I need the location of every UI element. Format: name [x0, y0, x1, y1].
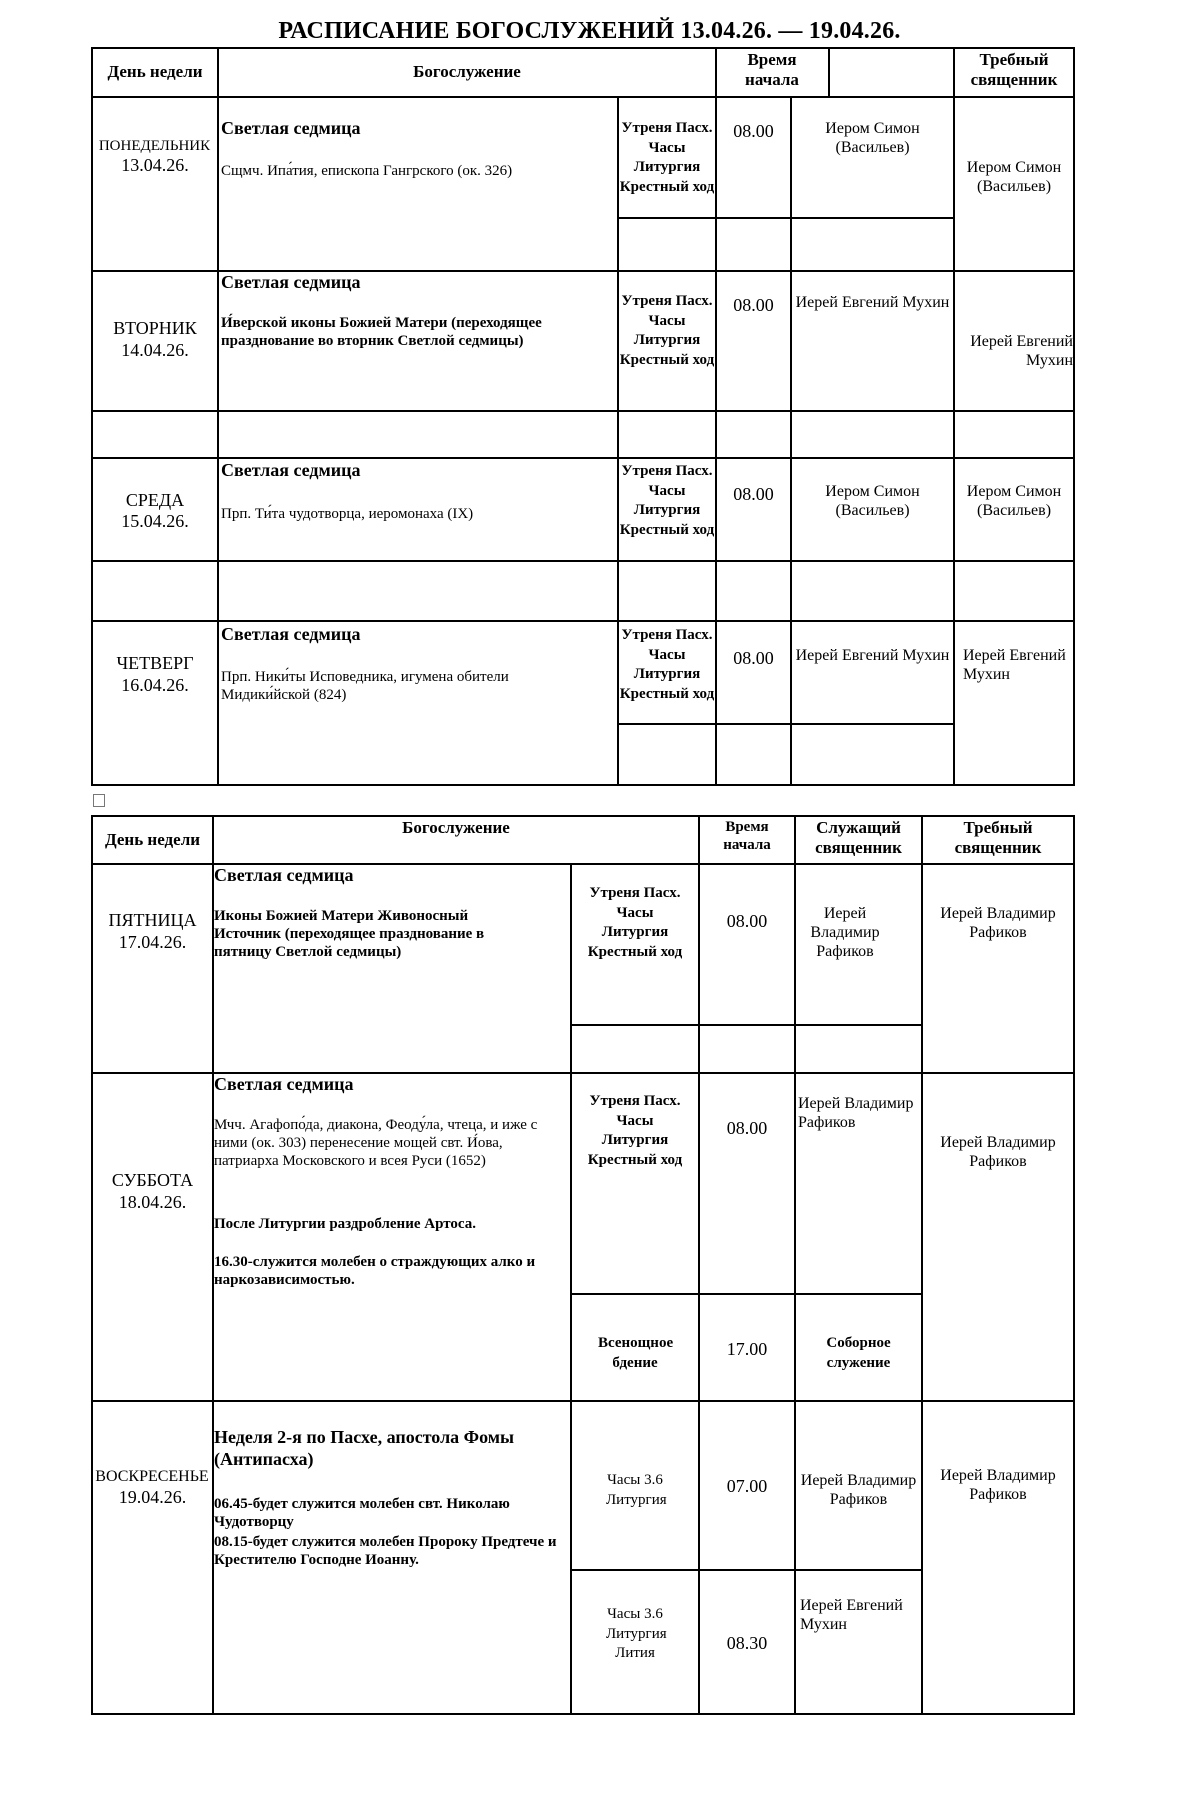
- header-trebny: Требный священник: [954, 818, 1042, 858]
- service-note: 06.45-будет служится молебен свт. Николаю Чудотворцу: [214, 1496, 510, 1530]
- day-name: ЧЕТВЕРГ: [116, 653, 194, 673]
- day-date: 16.04.26.: [121, 675, 189, 695]
- start-time: 08.00: [733, 648, 774, 668]
- start-time: 08.00: [733, 121, 774, 141]
- header-day: День недели: [107, 62, 203, 81]
- day-name: СРЕДА: [125, 490, 185, 510]
- header-service: Богослужение: [413, 62, 521, 81]
- service-heading: Светлая седмица: [221, 118, 361, 138]
- start-time: 08.00: [726, 1118, 768, 1138]
- day-name: ПЯТНИЦА: [108, 910, 197, 930]
- serving-priest: Иерей Владимир Рафиков: [798, 1095, 914, 1132]
- service-desc: Прп. Ники́ты Исповедника, игумена обители Мидики́йской (824): [221, 669, 509, 703]
- start-time: 08.00: [726, 911, 768, 931]
- trebny-priest: Иером Симон (Васильев): [966, 483, 1062, 520]
- trebny-priest: Иерей Евгений Мухин: [963, 647, 1066, 684]
- header-priest: Служащий священник: [815, 818, 902, 858]
- serving-priest: Иерей Евгений Мухин: [795, 294, 950, 311]
- service-heading: Светлая седмица: [214, 1074, 354, 1094]
- header-trebny: Требный священник: [970, 50, 1058, 90]
- start-time: 08.00: [733, 484, 774, 504]
- start-time: 07.00: [726, 1476, 768, 1496]
- header-service: Богослужение: [402, 818, 510, 837]
- service-heading: Светлая седмица: [214, 865, 354, 885]
- day-name: ПОНЕДЕЛЬНИК: [98, 138, 211, 154]
- serving-priest: Иерей Владимир Рафиков: [810, 905, 880, 961]
- service-list: Утреня Пасх. Часы Литургия Крестный ход: [619, 463, 715, 538]
- day-date: 18.04.26.: [118, 1192, 187, 1212]
- serving-priest: Иерей Владимир Рафиков: [800, 1472, 917, 1509]
- day-date: 13.04.26.: [121, 155, 189, 175]
- service-list: Утреня Пасх. Часы Литургия Крестный ход: [619, 293, 715, 368]
- service-desc: Иконы Божией Матери Живоносный Источник (переходящее празднование в пятницу Светлой седмицы): [214, 908, 485, 960]
- service-heading: Светлая седмица: [221, 460, 361, 480]
- service-list: Утреня Пасх. Часы Литургия Крестный ход: [587, 885, 683, 960]
- day-name: ВОСКРЕСЕНЬЕ: [95, 1468, 209, 1485]
- service-list: Утреня Пасх. Часы Литургия Крестный ход: [619, 120, 715, 195]
- page-title: РАСПИСАНИЕ БОГОСЛУЖЕНИЙ 13.04.26. — 19.04.26.: [278, 18, 901, 44]
- trebny-priest: Иерей Владимир Рафиков: [940, 1467, 1056, 1504]
- service-note: После Литургии раздробление Артоса.: [214, 1216, 476, 1232]
- trebny-priest: Иерей Евгений Мухин: [970, 333, 1073, 370]
- service-list: Утреня Пасх. Часы Литургия Крестный ход: [587, 1093, 683, 1168]
- service-list-2: Часы 3.6 Литургия Лития: [606, 1606, 667, 1661]
- start-time-2: 08.30: [726, 1633, 768, 1653]
- header-time: Время начала: [723, 819, 771, 853]
- service-heading: Светлая седмица: [221, 624, 361, 644]
- service-note: 08.15-будет служится молебен Пророку Предтече и Крестителю Господне Иоанну.: [214, 1534, 557, 1568]
- service-desc: Прп. Ти́та чудотворца, иеромонаха (IX): [221, 506, 474, 522]
- serving-priest: Иером Симон (Васильев): [825, 120, 920, 157]
- serving-priest-2: Иерей Евгений Мухин: [800, 1597, 903, 1634]
- day-date: 19.04.26.: [118, 1487, 187, 1507]
- day-date: 17.04.26.: [118, 932, 187, 952]
- service-note: 16.30-служится молебен о страждующих алко и наркозависимостью.: [214, 1254, 536, 1288]
- service-desc: И́верской иконы Божией Матери (переходящее празднование во вторник Светлой седмицы): [221, 315, 542, 349]
- day-name: ВТОРНИК: [113, 318, 197, 338]
- trebny-priest: Иерей Владимир Рафиков: [940, 905, 1056, 942]
- evening-time: 17.00: [726, 1339, 768, 1359]
- service-heading: Неделя 2-я по Пасхе, апостола Фомы (Антипасха): [214, 1427, 515, 1469]
- service-heading: Светлая седмица: [221, 272, 361, 292]
- header-time: Время начала: [745, 50, 799, 90]
- day-name: СУББОТА: [111, 1170, 194, 1190]
- service-list: Часы 3.6 Литургия: [606, 1472, 667, 1508]
- serving-priest: Иером Симон (Васильев): [825, 483, 920, 520]
- trebny-priest: Иерей Владимир Рафиков: [940, 1134, 1056, 1171]
- serving-priest: Иерей Евгений Мухин: [795, 647, 950, 664]
- checkbox-icon: [93, 794, 105, 807]
- service-list: Утреня Пасх. Часы Литургия Крестный ход: [619, 627, 715, 702]
- trebny-priest: Иером Симон (Васильев): [966, 159, 1062, 196]
- service-desc: Мчч. Агафопо́да, диакона, Феоду́ла, чтеца, и иже с ними (ок. 303) перенесение мощей свт. И́ова, патриарха Московского и всея Руси (1652): [214, 1117, 538, 1169]
- evening-service: Всенощное бдение: [598, 1335, 674, 1371]
- service-desc: Сщмч. Ипа́тия, епископа Гангрского (ок. 326): [221, 163, 513, 179]
- day-date: 15.04.26.: [121, 511, 189, 531]
- start-time: 08.00: [733, 295, 774, 315]
- evening-priest: Соборное служение: [826, 1335, 891, 1371]
- day-date: 14.04.26.: [121, 340, 189, 360]
- header-day: День недели: [104, 830, 201, 849]
